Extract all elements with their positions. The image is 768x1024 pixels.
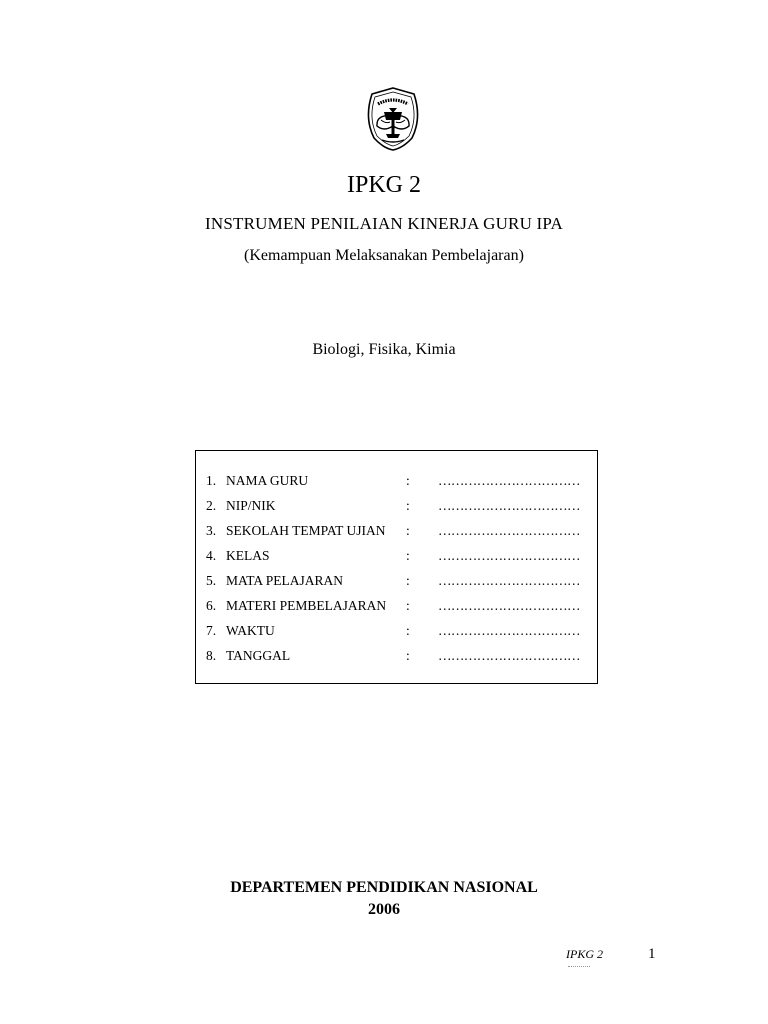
row-label: SEKOLAH TEMPAT UJIAN xyxy=(226,523,386,538)
row-fill-line: …………………………… xyxy=(438,648,580,663)
row-colon: : xyxy=(406,473,410,488)
row-fill-line: …………………………… xyxy=(438,498,580,513)
footer-document-code: IPKG 2 xyxy=(566,947,603,961)
row-label: WAKTU xyxy=(226,623,275,638)
row-colon: : xyxy=(406,498,410,513)
row-colon: : xyxy=(406,648,410,663)
row-colon: : xyxy=(406,548,410,563)
row-number: 6. xyxy=(206,598,217,613)
row-fill-line: …………………………… xyxy=(438,473,580,488)
document-subtitle: INSTRUMEN PENILAIAN KINERJA GURU IPA xyxy=(205,214,563,233)
document-title: IPKG 2 xyxy=(346,172,421,198)
identity-form-box xyxy=(195,450,598,684)
row-colon: : xyxy=(406,623,410,638)
row-label: MATERI PEMBELAJARAN xyxy=(226,598,387,613)
row-fill-line: …………………………… xyxy=(438,598,580,613)
subjects-line: Biologi, Fisika, Kimia xyxy=(312,341,456,358)
row-number: 1. xyxy=(206,473,217,488)
tut-wuri-handayani-logo xyxy=(362,86,424,152)
row-number: 7. xyxy=(206,623,217,638)
document-subtitle-parenthetical: (Kemampuan Melaksanakan Pembelajaran) xyxy=(244,247,524,264)
row-label: NAMA GURU xyxy=(226,473,309,488)
row-label: TANGGAL xyxy=(226,648,291,663)
row-label: MATA PELAJARAN xyxy=(226,573,344,588)
page-number: 1 xyxy=(648,946,656,962)
department-name: DEPARTEMEN PENDIDIKAN NASIONAL xyxy=(230,879,538,896)
emblem-icon xyxy=(362,86,424,152)
row-colon: : xyxy=(406,573,410,588)
row-colon: : xyxy=(406,598,410,613)
row-number: 8. xyxy=(206,648,217,663)
row-number: 4. xyxy=(206,548,217,563)
row-label: NIP/NIK xyxy=(226,498,276,513)
row-label: KELAS xyxy=(226,548,270,563)
row-number: 3. xyxy=(206,523,217,538)
row-number: 2. xyxy=(206,498,217,513)
row-fill-line: …………………………… xyxy=(438,573,580,588)
publication-year: 2006 xyxy=(368,901,400,918)
row-fill-line: …………………………… xyxy=(438,548,580,563)
row-colon: : xyxy=(406,523,410,538)
row-number: 5. xyxy=(206,573,217,588)
row-fill-line: …………………………… xyxy=(438,523,580,538)
row-fill-line: …………………………… xyxy=(438,623,580,638)
